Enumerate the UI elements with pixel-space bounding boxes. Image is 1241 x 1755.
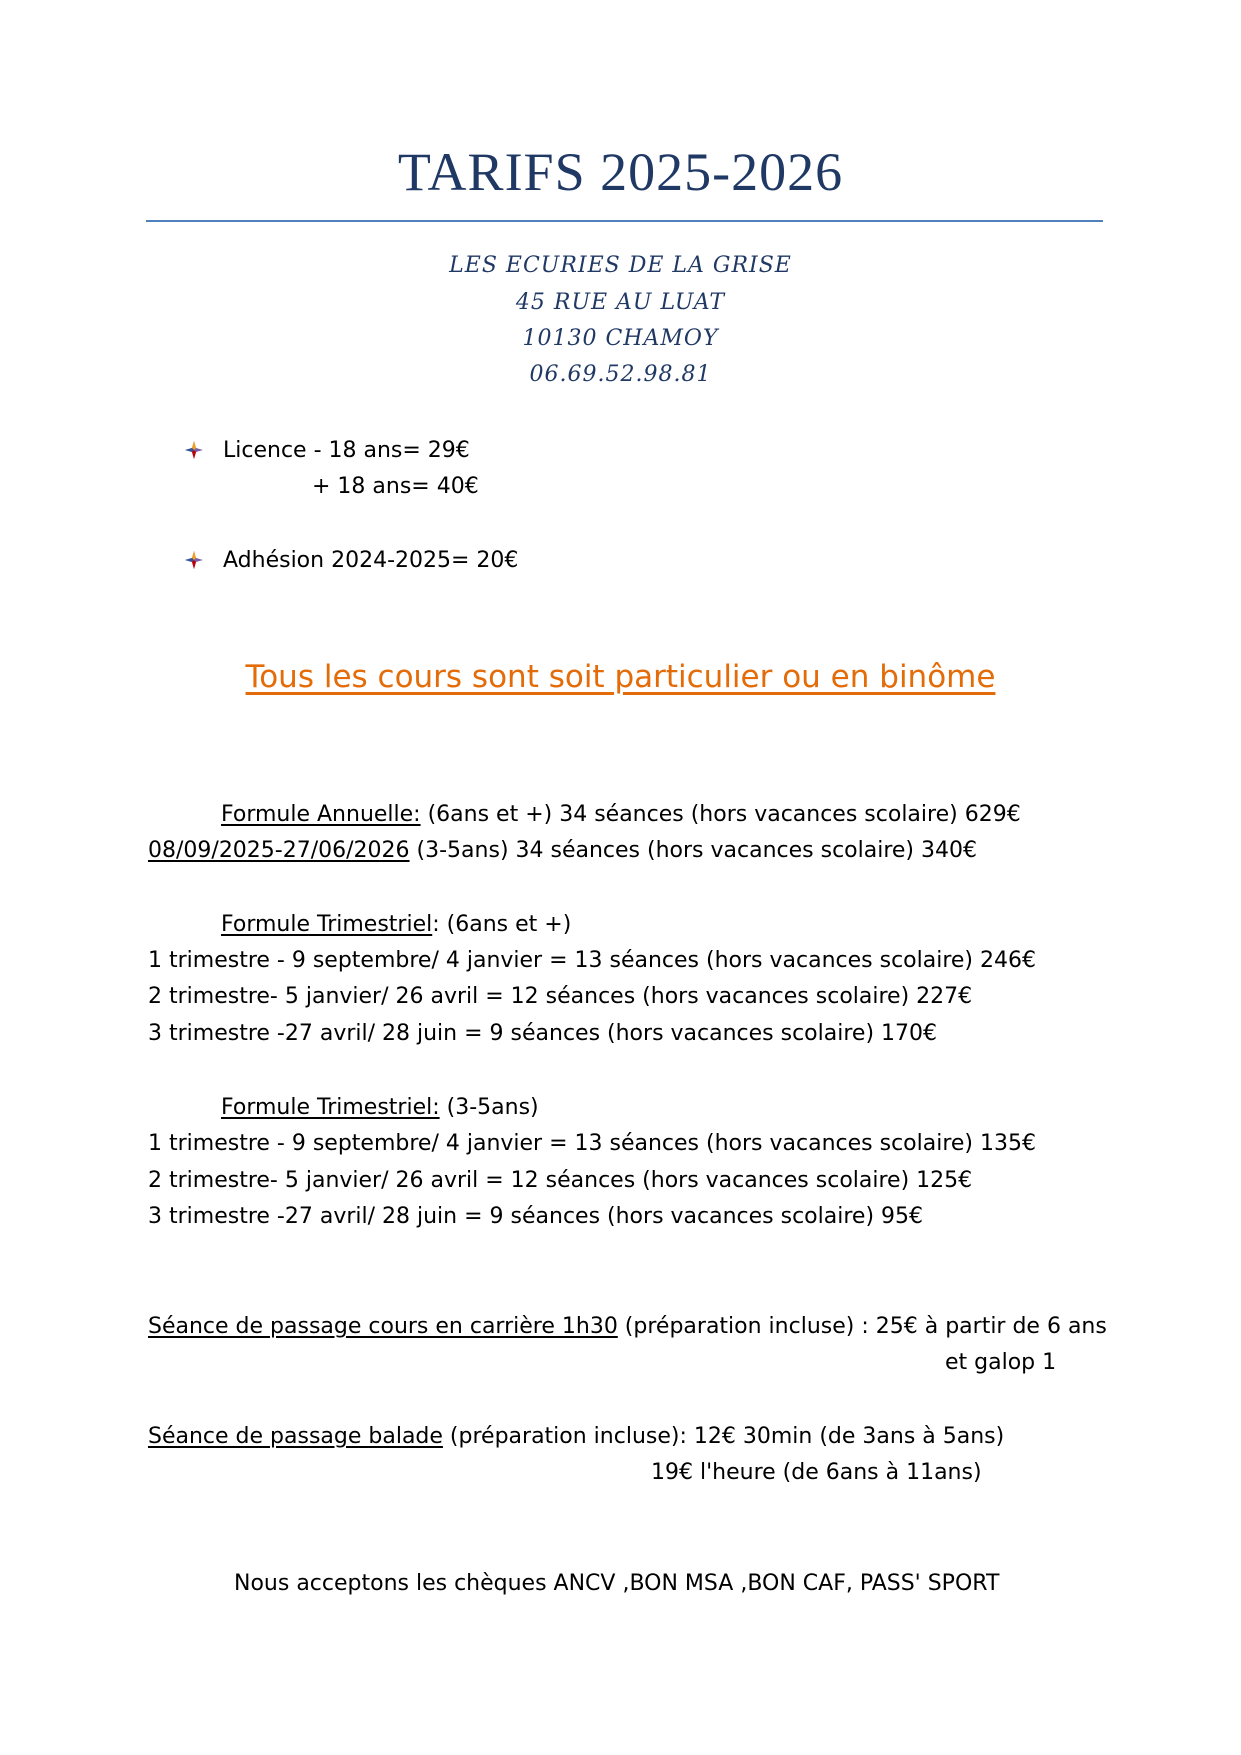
adhesion-fee: Adhésion 2024-2025= 20€ xyxy=(223,548,519,573)
quarterly-6plus-term-2: 2 trimestre- 5 janvier/ 26 avril = 12 séances (hors vacances scolaire) 227€ xyxy=(148,984,973,1009)
ride-session-price-30min: (préparation incluse): 12€ 30min (de 3ans à 5ans) xyxy=(442,1424,1005,1449)
licence-over-18: + 18 ans= 40€ xyxy=(312,474,479,499)
ride-session-line-1 xyxy=(148,1426,1004,1448)
quarterly-6plus-heading xyxy=(221,914,571,936)
quarterly-6plus-term-3: 3 trimestre -27 avril/ 28 juin = 9 séances (hors vacances scolaire) 170€ xyxy=(148,1021,938,1046)
phone-number: 06.69.52.98.81 xyxy=(529,362,712,387)
street-address: 45 RUE AU LUAT xyxy=(515,290,726,315)
annual-formula-dates: 08/09/2025-27/06/2026 xyxy=(148,838,410,863)
quarterly-3to5-age: (3-5ans) xyxy=(439,1095,539,1120)
quarterly-3to5-label: Formule Trimestriel: xyxy=(221,1095,440,1120)
quarterly-6plus-age: : (6ans et +) xyxy=(432,912,572,937)
licence-under-18: Licence - 18 ans= 29€ xyxy=(223,438,470,463)
ride-session-price-hour: 19€ l'heure (de 6ans à 11ans) xyxy=(651,1460,982,1485)
annual-formula-line-2 xyxy=(148,840,977,862)
arena-session-label: Séance de passage cours en carrière 1h30 xyxy=(148,1314,618,1339)
arena-session-line-1 xyxy=(148,1316,1107,1338)
quarterly-6plus-term-1: 1 trimestre - 9 septembre/ 4 janvier = 13 séances (hors vacances scolaire) 246€ xyxy=(148,948,1036,973)
stable-name: LES ECURIES DE LA GRISE xyxy=(449,253,792,278)
quarterly-3to5-term-3: 3 trimestre -27 avril/ 28 juin = 9 séances (hors vacances scolaire) 95€ xyxy=(148,1204,924,1229)
arena-session-price: (préparation incluse) : 25€ à partir de 6 ans xyxy=(617,1314,1107,1339)
four-point-star-bullet-icon xyxy=(185,551,203,569)
quarterly-3to5-heading xyxy=(221,1097,539,1119)
city-address: 10130 CHAMOY xyxy=(522,326,719,351)
annual-formula-3to5: (3-5ans) 34 séances (hors vacances scolaire) 340€ xyxy=(409,838,977,863)
quarterly-3to5-term-2: 2 trimestre- 5 janvier/ 26 avril = 12 séances (hors vacances scolaire) 125€ xyxy=(148,1168,973,1193)
quarterly-3to5-term-1: 1 trimestre - 9 septembre/ 4 janvier = 13 séances (hors vacances scolaire) 135€ xyxy=(148,1131,1036,1156)
ride-session-label: Séance de passage balade xyxy=(148,1424,443,1449)
four-point-star-bullet-icon xyxy=(185,441,203,459)
arena-session-line-2: et galop 1 xyxy=(945,1350,1057,1375)
page-title: TARIFS 2025-2026 xyxy=(397,142,844,202)
lessons-banner: Tous les cours sont soit particulier ou en binôme xyxy=(245,659,996,695)
accepted-payments: Nous acceptons les chèques ANCV ,BON MSA ,BON CAF, PASS' SPORT xyxy=(234,1571,1000,1596)
annual-formula-line-1 xyxy=(221,804,1021,826)
annual-formula-6plus: (6ans et +) 34 séances (hors vacances scolaire) 629€ xyxy=(420,802,1021,827)
title-divider xyxy=(146,220,1103,222)
annual-formula-label: Formule Annuelle: xyxy=(221,802,421,827)
quarterly-6plus-label: Formule Trimestriel xyxy=(221,912,433,937)
